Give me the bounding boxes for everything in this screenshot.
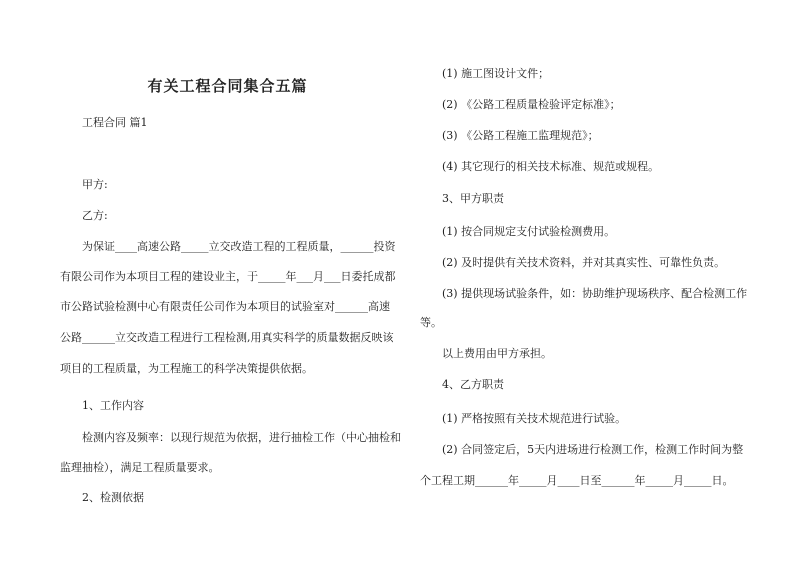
- document-title: 有关工程合同集合五篇: [147, 77, 308, 95]
- section-heading-work-content: 1、工作内容: [82, 399, 144, 412]
- paragraph-intro-line-1: 为保证____高速公路_____立交改造工程的工程质量，______投资: [82, 240, 396, 253]
- party-b-label: 乙方:: [82, 209, 108, 222]
- party-a-duty-1: (1) 按合同规定支付试验检测费用。: [442, 225, 616, 238]
- paragraph-intro-line-2: 有限公司作为本项目工程的建设业主，于_____年___月___日委托成都: [60, 270, 396, 283]
- paragraph-work-line-2: 监理抽检），满足工程质量要求。: [60, 461, 220, 474]
- party-a-duty-3-line-2: 等。: [420, 316, 442, 329]
- right-column: [418, 0, 758, 565]
- party-b-duty-2-line-2: 个工程工期______年_____月____日至______年_____月_____日。: [420, 474, 734, 487]
- paragraph-work-line-1: 检测内容及频率：以现行规范为依据，进行抽检工作（中心抽检和: [82, 431, 401, 444]
- party-b-duty-2-line-1: (2) 合同签定后，5天内进场进行检测工作，检测工作时间为整: [442, 443, 744, 456]
- left-column: [60, 0, 401, 565]
- party-a-cost-note: 以上费用由甲方承担。: [442, 347, 552, 360]
- section-heading-party-a-duties: 3、甲方职责: [442, 192, 504, 205]
- section-heading-basis: 2、检测依据: [82, 491, 144, 504]
- party-a-label: 甲方:: [82, 178, 108, 191]
- basis-item-1: (1) 施工图设计文件；: [442, 67, 550, 80]
- party-b-duty-1: (1) 严格按照有关技术规范进行试验。: [442, 412, 627, 425]
- paragraph-intro-line-3: 市公路试验检测中心有限责任公司作为本项目的试验室对______高速: [60, 300, 390, 313]
- paragraph-intro-line-5: 项目的工程质量，为工程施工的科学决策提供依据。: [60, 362, 313, 375]
- party-a-duty-3-line-1: (3) 提供现场试验条件，如：协助维护现场秩序、配合检测工作: [442, 287, 748, 300]
- basis-item-4: (4) 其它现行的相关技术标准、规范或规程。: [442, 160, 660, 173]
- paragraph-intro-line-4: 公路______立交改造工程进行工程检测,用真实科学的质量数据反映该: [60, 331, 394, 344]
- basis-item-3: (3) 《公路工程施工监理规范》；: [442, 129, 599, 142]
- basis-item-2: (2) 《公路工程质量检验评定标准》；: [442, 98, 621, 111]
- party-a-duty-2: (2) 及时提供有关技术资料，并对其真实性、可靠性负责。: [442, 256, 726, 269]
- contract-subtitle: 工程合同 篇1: [82, 116, 148, 129]
- section-heading-party-b-duties: 4、乙方职责: [442, 378, 504, 391]
